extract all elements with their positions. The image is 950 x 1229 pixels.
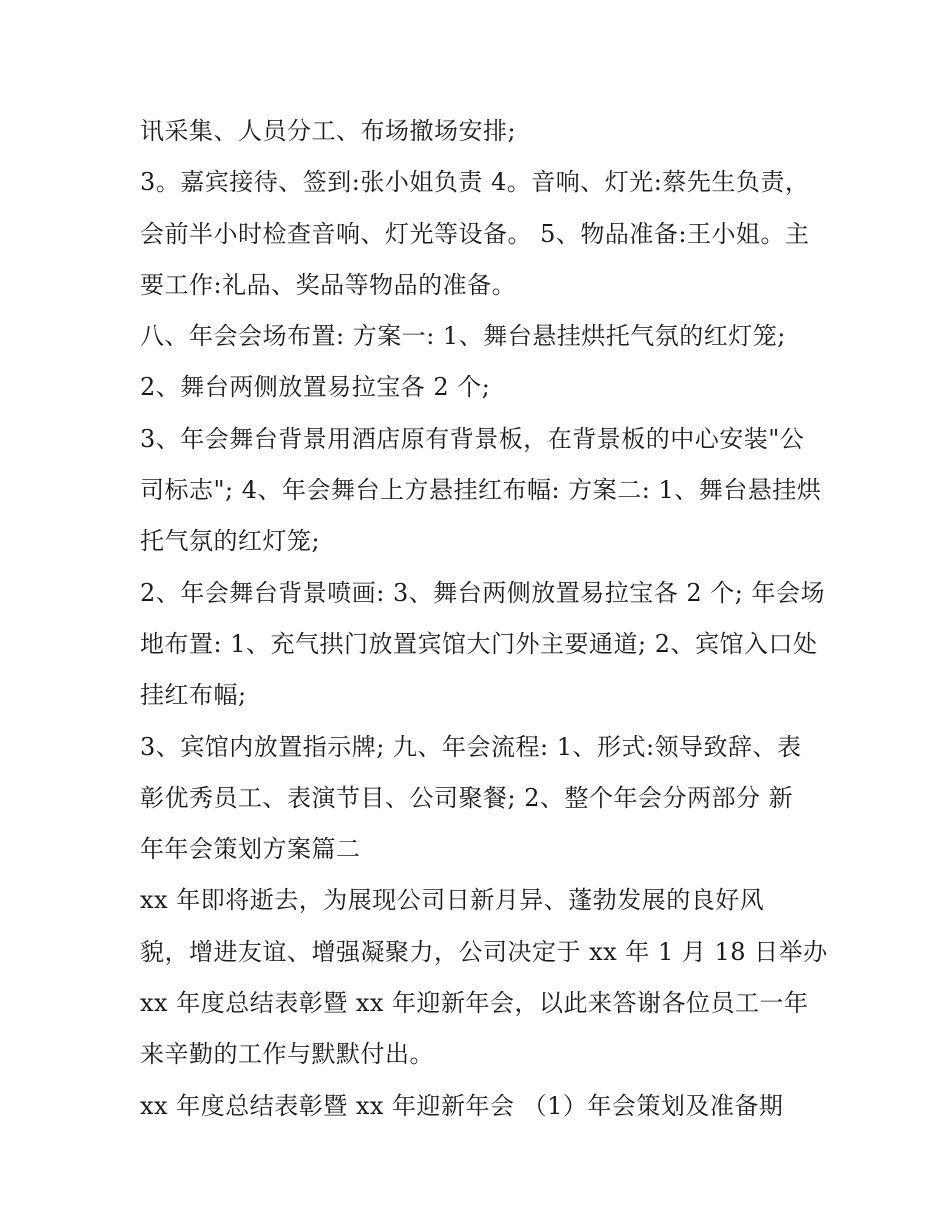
text-line: 地布置: 1、充气拱门放置宾馆大门外主要通道; 2、宾馆入口处 (140, 629, 818, 658)
text-line: 讯采集、人员分工、布场撤场安排; (140, 117, 517, 145)
text-line: xx 年即将逝去，为展现公司日新月异、蓬勃发展的良好风 (140, 886, 765, 915)
text-line: 司标志"; 4、年会舞台上方悬挂红布幅: 方案二: 1、舞台悬挂烘 (140, 476, 822, 505)
text-line: 会前半小时检查音响、灯光等设备。 5、物品准备:王小姐。主 (140, 219, 810, 248)
document-body (140, 106, 828, 1132)
text-line: 挂红布幅; (140, 681, 247, 710)
text-line: 3、年会舞台背景用酒店原有背景板，在背景板的中心安装"公 (140, 424, 805, 453)
text-line: 八、年会会场布置: 方案一: 1、舞台悬挂烘托气氛的红灯笼; (140, 322, 786, 351)
text-line: 年年会策划方案篇二 (140, 835, 361, 864)
text-line: 要工作:礼品、奖品等物品的准备。 (140, 270, 517, 299)
text-line: 3、宾馆内放置指示牌; 九、年会流程: 1、形式:领导致辞、表 (140, 732, 802, 761)
text-line: xx 年度总结表彰暨 xx 年迎新年会，以此来答谢各位员工一年 (140, 989, 809, 1018)
text-line: 3。嘉宾接待、签到:张小姐负责 4。音响、灯光:蔡先生负责， (140, 168, 810, 197)
text-line: 2、年会舞台背景喷画: 3、舞台两侧放置易拉宝各 2 个; 年会场 (140, 578, 825, 607)
text-line: xx 年度总结表彰暨 xx 年迎新年会 （1）年会策划及准备期 (140, 1091, 784, 1120)
text-line: 貌，增进友谊、增强凝聚力，公司决定于 xx 年 1 月 18 日举办 (140, 937, 828, 966)
text-line: 彰优秀员工、表演节目、公司聚餐; 2、整个年会分两部分 新 (140, 783, 794, 812)
text-line: 来辛勤的工作与默默付出。 (140, 1040, 434, 1069)
text-line: 2、舞台两侧放置易拉宝各 2 个; (140, 373, 491, 402)
text-line: 托气氛的红灯笼; (140, 527, 321, 556)
